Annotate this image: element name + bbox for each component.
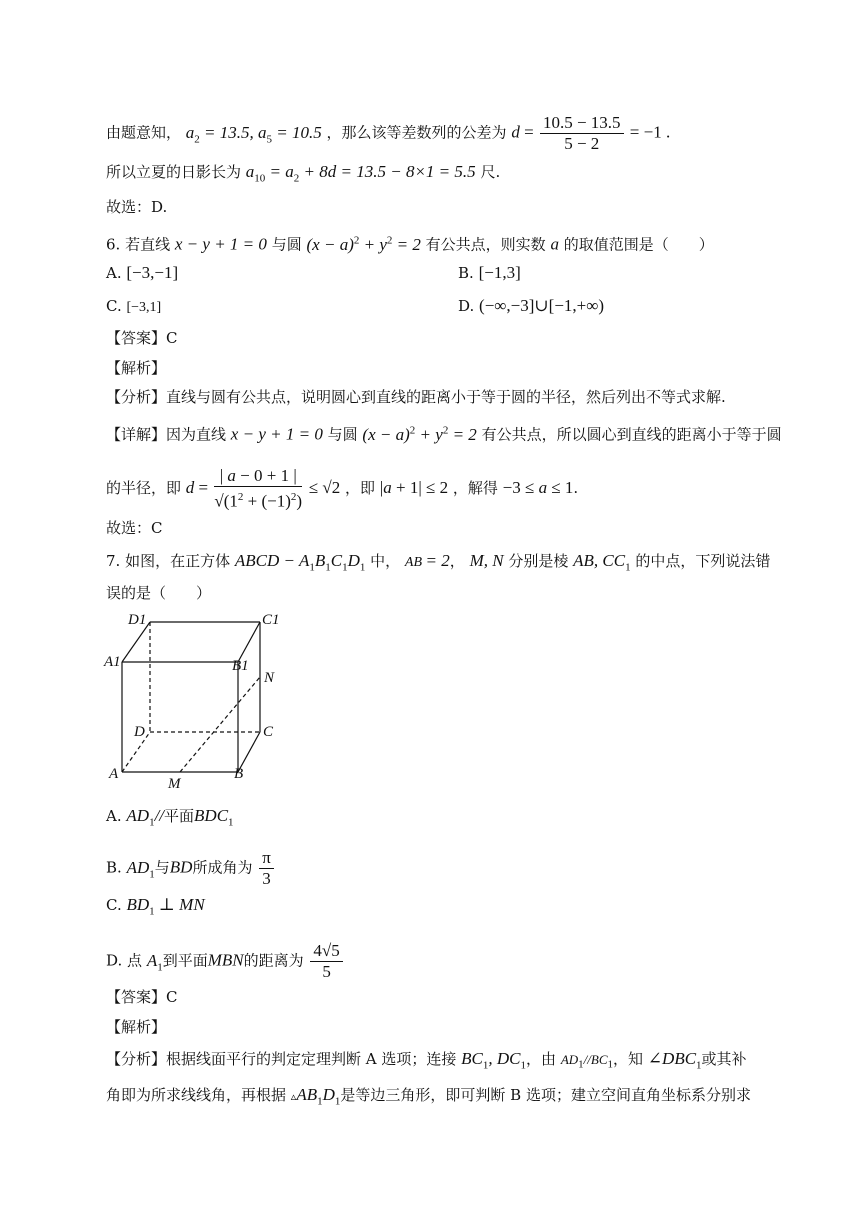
text: 有公共点，则实数 — [425, 235, 546, 254]
q6-option-c — [106, 295, 161, 319]
math-circle: $(x - a)^2 + y^2 = 2$ — [362, 424, 477, 444]
text: 【分析】根据线面平行的判定定理判断 A 选项；连接 — [106, 1050, 457, 1068]
text: 是等边三角形，即可判断 B 选项；建立空间直角坐标系分别求 — [340, 1086, 751, 1104]
label: C. — [106, 297, 122, 315]
label-c: C — [263, 724, 274, 740]
value: (−∞,−3]∪[−1,+∞) — [479, 296, 605, 315]
text: 中， — [370, 552, 401, 570]
math: $▵AB_1D_1$ — [290, 1085, 341, 1108]
value: [−1,3] — [478, 263, 521, 282]
math: $BD_1$ ⊥ MN — [126, 895, 205, 918]
text: 到平面 — [162, 951, 208, 970]
text: 的半径，即 — [106, 478, 182, 497]
text: 7. 如图，在正方体 — [106, 552, 231, 570]
math-mn: M, N — [469, 551, 504, 570]
text: ，即 — [345, 478, 376, 497]
label-a1: A1 — [104, 654, 121, 670]
fraction-d: $\frac{10.5 - 13.5}{5 - 2}$ — [540, 113, 624, 154]
label: B. — [106, 858, 122, 877]
label: A. — [106, 264, 122, 282]
q7-answer: 【答案】C — [106, 988, 178, 1006]
q6-jiexi: 【解析】 — [106, 359, 167, 377]
text: ， — [449, 552, 465, 570]
q6-option-b — [458, 262, 521, 284]
math-distance: d — [185, 477, 195, 497]
text: 或其补 — [701, 1050, 747, 1068]
text: 6. 若直线 — [106, 235, 171, 254]
math-a10: $a_{10} = a_2 + 8d = 13.5 - 8\times 1 = 5.5$ — [245, 162, 476, 185]
label: A. — [106, 807, 122, 825]
text: 分别是棱 — [508, 552, 569, 570]
q7-option-a — [106, 805, 234, 833]
math: BD — [169, 857, 193, 877]
math: $BDC_1$ — [194, 806, 234, 829]
text: 平面 — [164, 807, 195, 825]
math-cube: ABCD − $A_1B_1C_1D_1$ — [234, 551, 366, 574]
math-line: x − y + 1 = 0 — [230, 424, 323, 444]
math-edges: AB, $CC_1$ — [573, 551, 631, 574]
text: 的中点，下列说法错 — [635, 552, 771, 570]
text: 的取值范围是（ ） — [563, 235, 714, 254]
text: ，由 — [526, 1050, 557, 1068]
q7-fenxi-2 — [106, 1084, 751, 1112]
math-ab: AB = 2 — [404, 551, 450, 570]
solution-line-2 — [106, 161, 500, 189]
text: 与圆 — [327, 425, 358, 444]
math: $AD_1//$ — [126, 806, 165, 829]
select-d: 故选：D. — [106, 198, 168, 216]
q6-fenxi: 【分析】直线与圆有公共点，说明圆心到直线的距离小于等于圆的半径，然后列出不等式求解. — [106, 388, 726, 406]
label-d1: D1 — [128, 612, 147, 628]
label-b: B — [234, 766, 244, 782]
text: 与圆 — [271, 235, 302, 254]
q6-option-d — [458, 295, 604, 317]
q6-stem — [106, 229, 714, 256]
value: [−3,1] — [126, 300, 162, 315]
label: D. 点 — [106, 951, 143, 970]
text: ，解得 — [452, 478, 498, 497]
math: $A_1$ — [146, 950, 163, 973]
q7-stem-2: 误的是（ ） — [106, 584, 212, 602]
text: 【详解】因为直线 — [106, 425, 227, 444]
q7-option-b — [106, 848, 276, 889]
cube-figure — [100, 608, 290, 793]
solution-line-1: 由题意知， $a_2 = 13.5$, $a_5 = 10.5$ ，那么该等差数列的公差为 d = $\frac{10.5 - 13.5}{5 - 2}$ = −1 . — [106, 113, 671, 153]
fraction-distance: $\frac{4√5}{5}$ — [310, 941, 342, 982]
math-range: −3 ≤ a ≤ 1 — [502, 477, 574, 497]
value: [−3,−1] — [126, 263, 179, 282]
label-d: D — [134, 724, 145, 740]
q6-select: 故选：C — [106, 519, 163, 537]
math-a: a — [550, 234, 559, 254]
q7-option-d — [106, 941, 345, 982]
label-n: N — [264, 670, 275, 686]
label-b1: B1 — [232, 658, 249, 674]
q6-answer: 【答案】C — [106, 329, 178, 347]
label: C. — [106, 896, 122, 914]
math: MBN — [207, 950, 244, 970]
math-d: d — [511, 122, 520, 142]
q7-stem-1 — [106, 550, 770, 578]
label: D. — [458, 297, 475, 315]
label-a: A — [109, 766, 119, 782]
text: . — [573, 478, 579, 497]
fraction-pi-3: $\frac{\pi}{3}$ — [259, 848, 274, 889]
text: ，知 — [613, 1050, 644, 1068]
q7-jiexi: 【解析】 — [106, 1018, 167, 1036]
math: $BC_1$, $DC_1$ — [461, 1049, 527, 1072]
q7-fenxi-1 — [106, 1048, 747, 1076]
math-abs: |a + 1| ≤ 2 — [379, 477, 449, 497]
q6-xiangjie-1 — [106, 419, 782, 446]
label-c1: C1 — [262, 612, 280, 628]
text: 与 — [154, 858, 170, 877]
text: 所以立夏的日影长为 — [106, 163, 242, 181]
text: 的距离为 — [243, 951, 304, 970]
q7-option-c — [106, 894, 205, 922]
math: $AD_1//BC_1$ — [560, 1052, 613, 1071]
text: 角即为所求线线角，再根据 — [106, 1086, 287, 1104]
label: B. — [458, 264, 474, 282]
fraction-distance: $\frac{| a - 0 + 1 |}{√(1^2 + (-1)^2)}$ — [214, 466, 303, 511]
label-m: M — [168, 776, 181, 792]
text: 由题意知， — [106, 123, 182, 142]
math-a2-a5: $a_2 = 13.5$, $a_5 = 10.5$ — [185, 122, 322, 145]
text: 有公共点，所以圆心到直线的距离小于等于圆 — [481, 425, 782, 444]
text: 尺. — [480, 163, 501, 181]
math: $AD_1$ — [126, 857, 155, 880]
text: 所成角为 — [192, 858, 253, 877]
text: ，那么该等差数列的公差为 — [326, 123, 507, 142]
math: $\angle DBC_1$ — [647, 1049, 702, 1072]
q6-xiangjie-2: 的半径，即 d = $\frac{| a - 0 + 1 |}{√(1^2 + (-1)^2)}$ ≤ √2 ，即 |a + 1| ≤ 2 ，解得 −3 ≤ a ≤ 1. — [106, 466, 579, 511]
math-circle: $(x - a)^2 + y^2 = 2$ — [306, 234, 421, 254]
math-line: x − y + 1 = 0 — [174, 234, 267, 254]
q6-option-a — [106, 262, 178, 284]
